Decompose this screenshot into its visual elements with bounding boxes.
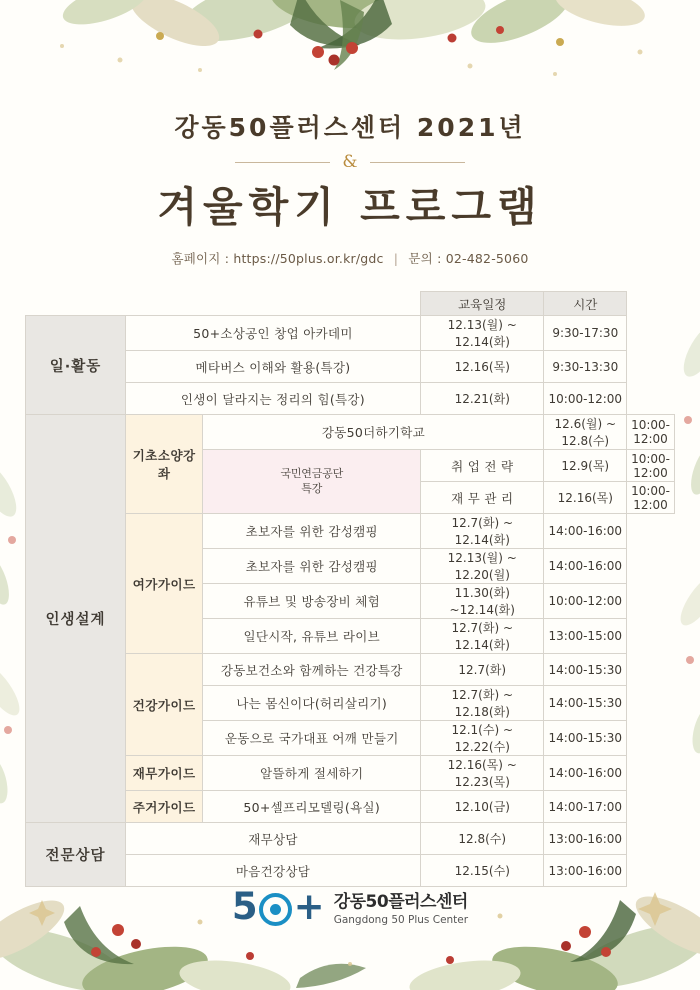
logo-mark (232, 885, 324, 928)
schedule-table (25, 291, 675, 887)
table-head (26, 292, 675, 316)
course-time-cell: 14:00-16:00 (544, 514, 627, 549)
header-blank-subcategory (125, 292, 203, 316)
course-name-cell: 강동보건소와 함께하는 건강특강 (203, 654, 421, 686)
course-name-cell: 메타버스 이해와 활용(특강) (125, 351, 420, 383)
course-date-cell: 12.7(화) (421, 654, 544, 686)
course-time-cell: 14:00-15:30 (544, 686, 627, 721)
course-date-cell: 12.21(화) (421, 383, 544, 415)
course-date-cell: 12.15(수) (421, 855, 544, 887)
course-name-cell: 재 무 관 리 (421, 482, 544, 514)
course-time-cell: 14:00-17:00 (544, 791, 627, 823)
special-program-cell: 국민연금공단 특강 (203, 450, 421, 514)
course-time-cell: 10:00-12:00 (627, 482, 675, 514)
course-date-cell: 12.1(수) ~ 12.22(수) (421, 721, 544, 756)
course-name-cell: 나는 몸신이다(허리살리기) (203, 686, 421, 721)
course-date-cell: 12.16(목) (421, 351, 544, 383)
course-time-cell: 14:00-16:00 (544, 756, 627, 791)
course-name-cell: 인생이 달라지는 정리의 힘(특강) (125, 383, 420, 415)
course-date-cell: 12.9(목) (544, 450, 627, 482)
logo-ring-icon (259, 893, 292, 926)
phone-text: 문의 : 02-482-5060 (408, 251, 529, 266)
course-name-cell: 초보자를 위한 감성캠핑 (203, 514, 421, 549)
course-time-cell: 13:00-16:00 (544, 823, 627, 855)
course-name-cell: 운동으로 국가대표 어깨 만들기 (203, 721, 421, 756)
course-date-cell: 12.16(목) ~ 12.23(목) (421, 756, 544, 791)
subcategory-cell: 재무가이드 (125, 756, 203, 791)
course-time-cell: 10:00-12:00 (544, 383, 627, 415)
course-date-cell: 12.10(금) (421, 791, 544, 823)
category-cell: 일·활동 (26, 316, 126, 415)
course-date-cell: 12.8(수) (421, 823, 544, 855)
course-time-cell: 14:00-16:00 (544, 549, 627, 584)
course-time-cell: 13:00-16:00 (544, 855, 627, 887)
category-cell: 전문상담 (26, 823, 126, 887)
course-time-cell: 10:00-12:00 (544, 584, 627, 619)
subcategory-cell: 건강가이드 (125, 654, 203, 756)
homepage-text: 홈페이지 : https://50plus.or.kr/gdc (171, 251, 384, 266)
course-name-cell: 마음건강상담 (125, 855, 420, 887)
course-name-cell: 유튜브 및 방송장비 체험 (203, 584, 421, 619)
org-name-kr: 강동50플러스센터 (333, 892, 468, 912)
contact-info (0, 249, 700, 267)
course-name-cell: 취 업 전 략 (421, 450, 544, 482)
course-time-cell: 14:00-15:30 (544, 721, 627, 756)
header-schedule: 교육일정 (421, 292, 544, 316)
table-row (26, 316, 675, 351)
course-name-cell: 강동50더하기학교 (203, 415, 544, 450)
page-title-year: 강동50플러스센터 2021년 (174, 113, 526, 142)
category-cell: 인생설계 (26, 415, 126, 823)
table-row (26, 823, 675, 855)
header-blank-category (26, 292, 126, 316)
title-divider (0, 152, 700, 172)
course-date-cell: 11.30(화) ~12.14(화) (421, 584, 544, 619)
course-date-cell: 12.7(화) ~ 12.14(화) (421, 619, 544, 654)
course-time-cell: 14:00-15:30 (544, 654, 627, 686)
page-title-main: 겨울학기 프로그램 (157, 183, 543, 231)
course-time-cell: 9:30-13:30 (544, 351, 627, 383)
course-date-cell: 12.16(목) (544, 482, 627, 514)
course-date-cell: 12.6(월) ~ 12.8(수) (544, 415, 627, 450)
poster-header (0, 0, 700, 267)
course-time-cell: 9:30-17:30 (544, 316, 627, 351)
course-date-cell: 12.13(월) ~ 12.14(화) (421, 316, 544, 351)
header-time: 시간 (544, 292, 627, 316)
course-date-cell: 12.13(월) ~ 12.20(월) (421, 549, 544, 584)
course-date-cell: 12.7(화) ~ 12.14(화) (421, 514, 544, 549)
logo-digit-five: 5 (231, 885, 257, 928)
ampersand-glyph: & (342, 152, 358, 172)
table-row (26, 415, 675, 450)
subcategory-cell: 주거가이드 (125, 791, 203, 823)
divider-rule-right (370, 162, 465, 163)
course-name-cell: 초보자를 위한 감성캠핑 (203, 549, 421, 584)
logo-plus-sign: + (293, 885, 324, 928)
divider-rule-left (235, 162, 330, 163)
subcategory-cell: 기초소양강좌 (125, 415, 203, 514)
course-name-cell: 일단시작, 유튜브 라이브 (203, 619, 421, 654)
course-time-cell: 13:00-15:00 (544, 619, 627, 654)
course-name-cell: 50+소상공인 창업 아카데미 (125, 316, 420, 351)
footer-logo-block (0, 885, 700, 928)
table-body (26, 316, 675, 887)
subcategory-cell: 여가가이드 (125, 514, 203, 654)
table-header-row (26, 292, 675, 316)
schedule-table-wrapper (25, 291, 675, 887)
org-name-en: Gangdong 50 Plus Center (333, 914, 469, 926)
logo-wordmark (334, 887, 468, 926)
info-separator: | (393, 251, 399, 266)
course-name-cell: 알뜰하게 절세하기 (203, 756, 421, 791)
course-name-cell: 재무상담 (125, 823, 420, 855)
course-time-cell: 10:00-12:00 (627, 450, 675, 482)
course-name-cell: 50+셀프리모델링(욕실) (203, 791, 421, 823)
course-date-cell: 12.7(화) ~ 12.18(화) (421, 686, 544, 721)
header-blank-course (203, 292, 421, 316)
course-time-cell: 10:00-12:00 (627, 415, 675, 450)
